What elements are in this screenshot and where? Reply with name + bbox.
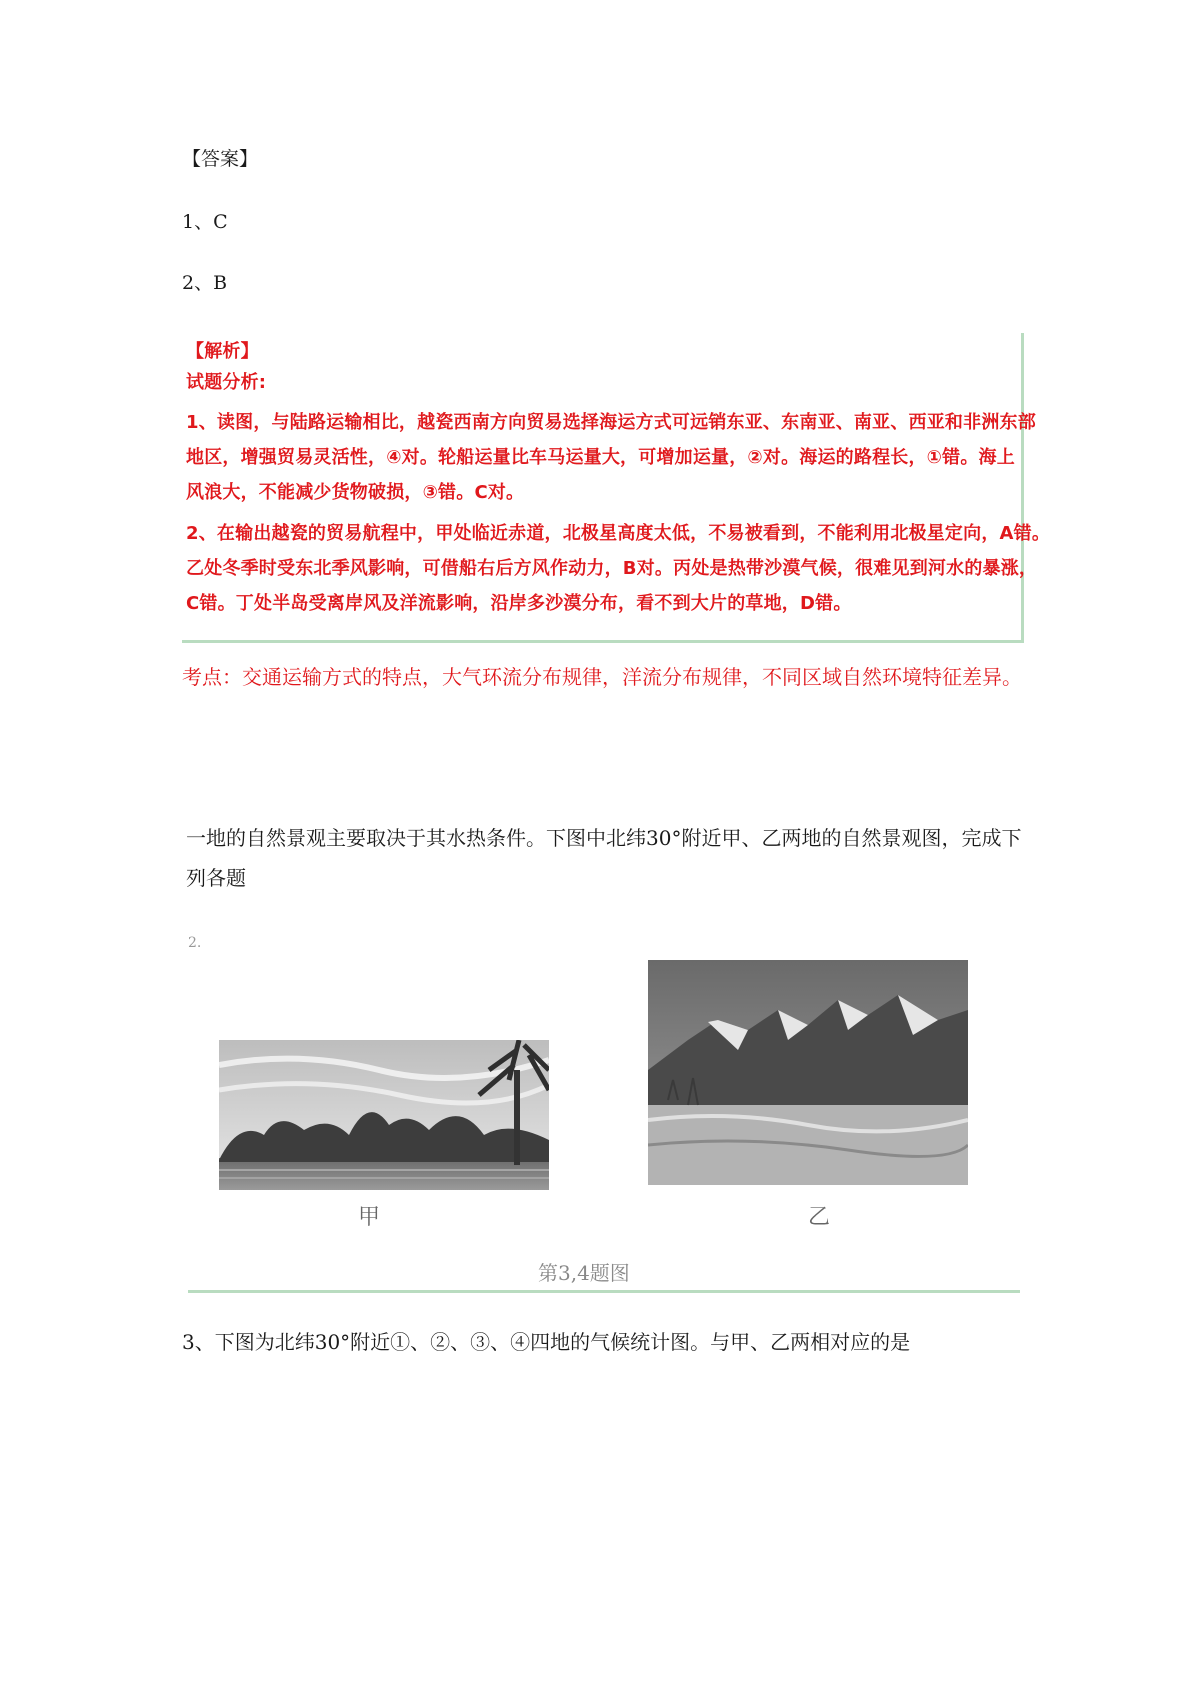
answer-item-2: 2、B	[182, 272, 228, 294]
figure-title: 第3,4题图	[538, 1261, 630, 1285]
caption-yi: 乙	[808, 1205, 831, 1230]
question-3: 3、下图为北纬30°附近①、②、③、④四地的气候统计图。与甲、乙两相对应的是	[182, 1330, 911, 1354]
analysis-line: 地区，增强贸易灵活性，④对。轮船运量比车马运量大，可增加运量，②对。海运的路程长，①错。海上	[186, 447, 1015, 468]
figure-corner-mark: 2.	[188, 935, 202, 951]
question-intro: 一地的自然景观主要取决于其水热条件。下图中北纬30°附近甲、乙两地的自然景观图，完成下列各题	[186, 826, 1022, 890]
analysis-line: 2、在输出越瓷的贸易航程中，甲处临近赤道，北极星高度太低，不易被看到，不能利用北极星定向，A错。	[186, 523, 1051, 544]
landscape-figure	[188, 935, 1020, 1293]
photo-yi-mountain	[648, 960, 968, 1185]
caption-jia: 甲	[358, 1205, 381, 1230]
exam-point: 考点：交通运输方式的特点，大气环流分布规律，洋流分布规律，不同区域自然环境特征差异。	[182, 665, 1022, 689]
analysis-box	[182, 333, 1051, 643]
photo-jia-oasis	[219, 1040, 549, 1190]
analysis-line: C错。丁处半岛受离岸风及洋流影响，沿岸多沙漠分布，看不到大片的草地，D错。	[186, 593, 852, 614]
analysis-line: 风浪大，不能减少货物破损，③错。C对。	[186, 482, 525, 503]
analysis-title: 【解析】	[186, 341, 259, 362]
answer-heading: 【答案】	[182, 148, 259, 170]
analysis-subtitle: 试题分析:	[186, 372, 267, 393]
analysis-line: 1、读图，与陆路运输相比，越瓷西南方向贸易选择海运方式可远销东亚、东南亚、南亚、西亚和非洲东部	[186, 412, 1036, 433]
answer-item-1: 1、C	[182, 211, 228, 233]
analysis-line: 乙处冬季时受东北季风影响，可借船右后方风作动力，B对。丙处是热带沙漠气候，很难见到河水的暴涨，	[186, 558, 1038, 579]
